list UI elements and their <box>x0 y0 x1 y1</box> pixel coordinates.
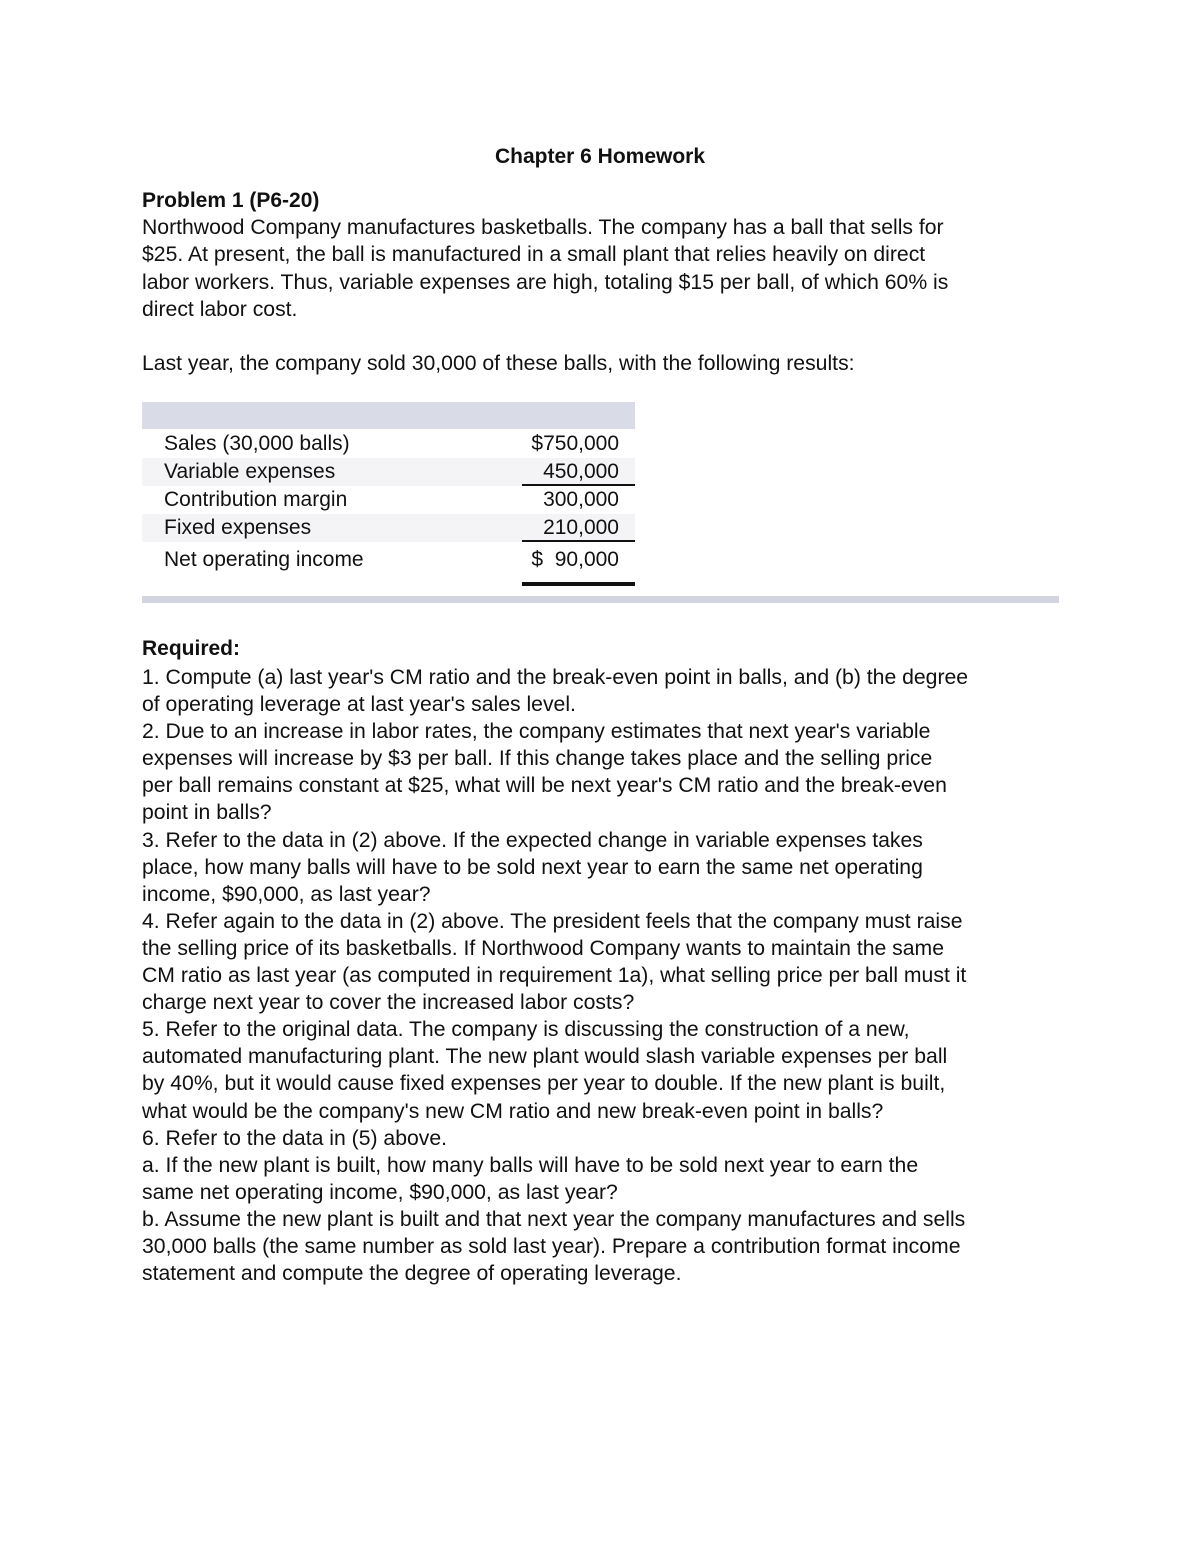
page-title: Chapter 6 Homework <box>494 145 706 168</box>
required-heading: Required: <box>142 637 241 660</box>
row-label: Variable expenses <box>164 460 336 483</box>
requirement-line: point in balls? <box>142 801 272 825</box>
requirement-line: same net operating income, $90,000, as last year? <box>142 1180 618 1204</box>
table-row <box>142 430 635 458</box>
requirement-line: place, how many balls will have to be sold next year to earn the same net operating <box>142 855 923 879</box>
requirement-line: CM ratio as last year (as computed in requirement 1a), what selling price per ball must it <box>142 964 967 988</box>
requirement-line: charge next year to cover the increased labor costs? <box>142 991 635 1015</box>
income-statement-table <box>142 430 635 578</box>
row-value: $750,000 <box>531 432 619 455</box>
requirement-line: what would be the company's new CM ratio and new break-even point in balls? <box>142 1099 884 1123</box>
requirement-line: a. If the new plant is built, how many balls will have to be sold next year to earn the <box>142 1153 919 1177</box>
row-value: 450,000 <box>543 460 619 483</box>
requirement-line: per ball remains constant at $25, what will be next year's CM ratio and the break-even <box>142 774 947 798</box>
requirement-line: expenses will increase by $3 per ball. If this change takes place and the selling price <box>142 747 933 771</box>
requirement-line: 6. Refer to the data in (5) above. <box>142 1126 448 1150</box>
table-row <box>142 514 635 542</box>
row-value: $ 90,000 <box>531 548 619 571</box>
requirements-list <box>142 664 1067 1287</box>
requirement-line: 2. Due to an increase in labor rates, the company estimates that next year's variable <box>142 720 931 744</box>
table-row <box>142 458 635 486</box>
row-label: Net operating income <box>164 548 364 571</box>
requirement-line: statement and compute the degree of operating leverage. <box>142 1262 682 1286</box>
requirement-line: b. Assume the new plant is built and that next year the company manufactures and sells <box>142 1207 966 1231</box>
requirement-line: 1. Compute (a) last year's CM ratio and the break-even point in balls, and (b) the degree <box>142 666 969 689</box>
problem-intro <box>142 214 1062 324</box>
last-year-text: Last year, the company sold 30,000 of these balls, with the following results: <box>142 352 855 375</box>
intro-line: $25. At present, the ball is manufactured in a small plant that relies heavily on direct <box>142 243 926 267</box>
requirement-line: 3. Refer to the data in (2) above. If the expected change in variable expenses takes <box>142 828 923 852</box>
intro-line: direct labor cost. <box>142 298 298 322</box>
table-row <box>142 486 635 514</box>
problem-heading: Problem 1 (P6-20) <box>142 189 320 212</box>
requirement-line: 30,000 balls (the same number as sold last year). Prepare a contribution format income <box>142 1234 961 1258</box>
total-underline <box>522 582 635 586</box>
requirement-line: by 40%, but it would cause fixed expenses per year to double. If the new plant is built, <box>142 1072 946 1096</box>
requirement-line: income, $90,000, as last year? <box>142 882 431 906</box>
table-header-bar <box>142 402 635 429</box>
requirement-line: of operating leverage at last year's sales level. <box>142 693 576 717</box>
requirement-line: 5. Refer to the original data. The company is discussing the construction of a new, <box>142 1018 910 1042</box>
row-label: Fixed expenses <box>164 516 312 539</box>
requirement-line: the selling price of its basketballs. If Northwood Company wants to maintain the same <box>142 936 944 960</box>
row-label: Sales (30,000 balls) <box>164 432 350 455</box>
section-divider <box>142 596 1059 603</box>
row-label: Contribution margin <box>164 488 348 511</box>
row-value: 210,000 <box>543 516 619 539</box>
intro-line: labor workers. Thus, variable expenses are high, totaling $15 per ball, of which 60% is <box>142 270 949 294</box>
requirement-line: 4. Refer again to the data in (2) above. The president feels that the company must raise <box>142 909 963 933</box>
intro-line: Northwood Company manufactures basketballs. The company has a ball that sells for <box>142 216 944 239</box>
requirement-line: automated manufacturing plant. The new plant would slash variable expenses per ball <box>142 1045 948 1069</box>
table-row <box>142 542 635 578</box>
row-value: 300,000 <box>543 488 619 511</box>
